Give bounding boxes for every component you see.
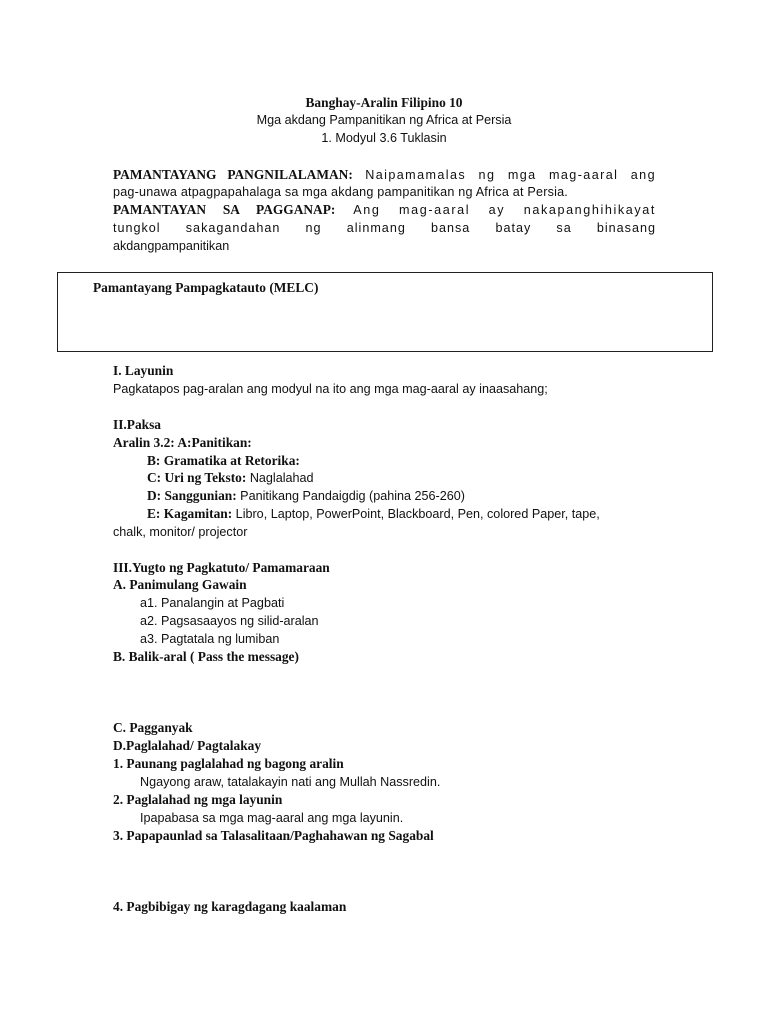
- panimulang-item-a3: a3. Pagtatala ng lumiban: [140, 632, 280, 646]
- paksa-sanggunian: [147, 487, 465, 505]
- paksa-kagamitan-cont: chalk, monitor/ projector: [113, 525, 248, 539]
- sanggunian-value: Panitikang Pandaigdig (pahina 256-260): [236, 489, 465, 503]
- lesson-plan-subtitle: Mga akdang Pampanitikan ng Africa at Persia: [256, 113, 512, 127]
- layunin-text: Pagkatapos pag-aralan ang modyul na ito ang mga mag-aaral ay inaasahang;: [113, 382, 548, 396]
- pagganyak-heading: C. Pagganyak: [113, 720, 193, 735]
- paksa-aralin: Aralin 3.2: A:Panitikan:: [113, 435, 252, 450]
- paksa-gramatika: B: Gramatika at Retorika:: [147, 453, 300, 468]
- panimulang-item-a1: a1. Panalangin at Pagbati: [140, 596, 285, 610]
- performance-standard-line-3: akdangpampanitikan: [113, 239, 230, 253]
- kagamitan-label: E: Kagamitan:: [147, 506, 233, 521]
- uri-ng-teksto-label: C: Uri ng Teksto:: [147, 470, 247, 485]
- layunin-heading: I. Layunin: [113, 363, 174, 378]
- sanggunian-label: D: Sanggunian:: [147, 488, 237, 503]
- paunang-paglalahad-heading: 1. Paunang paglalahad ng bagong aralin: [113, 756, 344, 771]
- module-line: 1. Modyul 3.6 Tuklasin: [321, 131, 447, 145]
- content-standard-line-1: [113, 166, 656, 184]
- panimulang-item-a2: a2. Pagsasaayos ng silid-aralan: [140, 614, 319, 628]
- performance-standard-line-1: [113, 201, 656, 219]
- balik-aral-heading: B. Balik-aral ( Pass the message): [113, 649, 299, 664]
- paunang-paglalahad-text: Ngayong araw, tatalakayin nati ang Mullah Nassredin.: [140, 775, 441, 789]
- paglalahad-heading: D.Paglalahad/ Pagtalakay: [113, 738, 262, 753]
- melc-box-title: Pamantayang Pampagkatauto (MELC): [93, 280, 319, 295]
- panimulang-gawain-heading: A. Panimulang Gawain: [113, 577, 247, 592]
- paglalahad-layunin-heading: 2. Paglalahad ng mga layunin: [113, 792, 283, 807]
- performance-standard-label: PAMANTAYAN SA PAGGANAP:: [113, 202, 336, 217]
- uri-ng-teksto-value: Naglalahad: [246, 471, 314, 485]
- content-standard-line-2: pag-unawa atpagpapahalaga sa mga akdang pampanitikan ng Africa at Persia.: [113, 185, 568, 199]
- lesson-plan-title: Banghay-Aralin Filipino 10: [305, 95, 463, 110]
- content-standard-text-1: Naipamamalas ng mga mag-aaral ang: [352, 168, 656, 182]
- karagdagang-kaalaman-heading: 4. Pagbibigay ng karagdagang kaalaman: [113, 899, 347, 914]
- paksa-heading: II.Paksa: [113, 417, 161, 432]
- yugto-heading: III.Yugto ng Pagkatuto/ Pamamaraan: [113, 560, 330, 575]
- paglalahad-layunin-text: Ipapabasa sa mga mag-aaral ang mga layunin.: [140, 811, 404, 825]
- melc-box: [57, 272, 713, 352]
- performance-standard-line-2: tungkol sakagandahan ng alinmang bansa batay sa binasang: [113, 221, 656, 235]
- content-standard-label: PAMANTAYANG PANGNILALAMAN:: [113, 167, 353, 182]
- performance-standard-text-1: Ang mag-aaral ay nakapanghihikayat: [335, 203, 656, 217]
- talasalitaan-heading: 3. Papapaunlad sa Talasalitaan/Paghahawan ng Sagabal: [113, 828, 434, 843]
- paksa-kagamitan: [147, 505, 600, 523]
- paksa-uri-ng-teksto: [147, 469, 314, 487]
- kagamitan-value: Libro, Laptop, PowerPoint, Blackboard, Pen, colored Paper, tape,: [232, 507, 600, 521]
